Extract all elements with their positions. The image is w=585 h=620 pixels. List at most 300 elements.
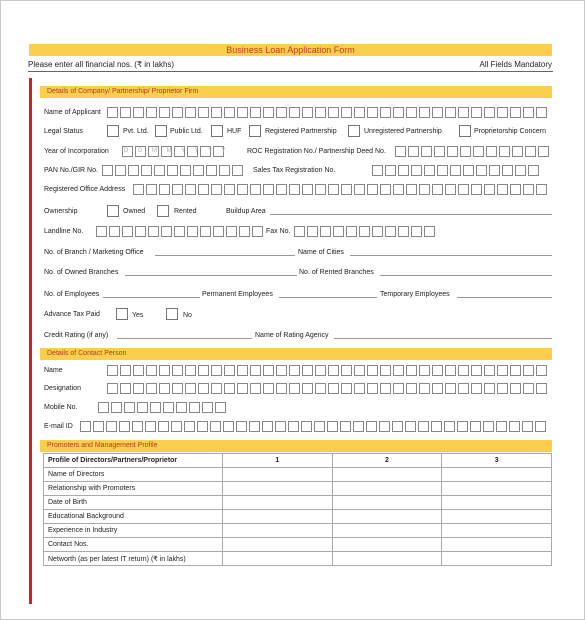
- entry-box[interactable]: [141, 165, 152, 176]
- roc-boxes[interactable]: [395, 146, 551, 157]
- checkbox-huf[interactable]: [211, 125, 223, 137]
- entry-box[interactable]: [497, 184, 508, 195]
- table-cell[interactable]: [442, 482, 552, 496]
- entry-box[interactable]: [419, 107, 430, 118]
- entry-box[interactable]: [289, 107, 300, 118]
- entry-box[interactable]: [167, 165, 178, 176]
- row-label: Experience in Industry: [44, 524, 223, 538]
- table-cell[interactable]: [223, 552, 333, 566]
- entry-box[interactable]: [174, 226, 185, 237]
- entry-box[interactable]: [419, 184, 430, 195]
- entry-box[interactable]: [483, 421, 494, 432]
- entry-box[interactable]: [133, 184, 144, 195]
- entry-box[interactable]: [206, 165, 217, 176]
- entry-box[interactable]: [133, 365, 144, 376]
- entry-box[interactable]: [421, 146, 432, 157]
- entry-box[interactable]: [393, 383, 404, 394]
- entry-box[interactable]: [476, 165, 487, 176]
- table-row: [44, 538, 552, 552]
- entry-box[interactable]: [80, 421, 91, 432]
- entry-box[interactable]: [471, 365, 482, 376]
- entry-box[interactable]: [120, 365, 131, 376]
- entry-box[interactable]: [471, 184, 482, 195]
- entry-box[interactable]: [198, 365, 209, 376]
- entry-box[interactable]: [510, 383, 521, 394]
- entry-box[interactable]: [328, 107, 339, 118]
- entry-box[interactable]: [294, 226, 305, 237]
- entry-box[interactable]: [535, 421, 546, 432]
- entry-box[interactable]: [276, 365, 287, 376]
- entry-box[interactable]: [484, 107, 495, 118]
- entry-box[interactable]: [444, 421, 455, 432]
- entry-box[interactable]: [315, 383, 326, 394]
- fax-boxes[interactable]: [294, 226, 437, 237]
- entry-box[interactable]: [458, 184, 469, 195]
- buildup-line[interactable]: [270, 214, 552, 215]
- entry-box[interactable]: [385, 226, 396, 237]
- checkbox-yes[interactable]: [116, 308, 128, 320]
- entry-box[interactable]: [276, 184, 287, 195]
- entry-box[interactable]: [137, 402, 148, 413]
- entry-box[interactable]: [185, 107, 196, 118]
- entry-box[interactable]: [372, 226, 383, 237]
- table-cell[interactable]: [442, 552, 552, 566]
- entry-box[interactable]: [211, 184, 222, 195]
- checkbox-proprietorship[interactable]: [459, 125, 471, 137]
- entry-box[interactable]: [202, 402, 213, 413]
- branches-line[interactable]: [155, 255, 295, 256]
- entry-box[interactable]: [359, 226, 370, 237]
- entry-box[interactable]: [163, 402, 174, 413]
- entry-box[interactable]: [102, 165, 113, 176]
- entry-box[interactable]: [172, 365, 183, 376]
- entry-box[interactable]: [198, 383, 209, 394]
- entry-box[interactable]: [211, 383, 222, 394]
- entry-box[interactable]: [263, 383, 274, 394]
- entry-box[interactable]: [146, 383, 157, 394]
- entry-box[interactable]: [301, 421, 312, 432]
- entry-box[interactable]: [484, 365, 495, 376]
- entry-box[interactable]: [353, 421, 364, 432]
- entry-box[interactable]: [447, 146, 458, 157]
- row-label: Educational Background: [44, 510, 223, 524]
- entry-box[interactable]: [172, 383, 183, 394]
- entry-box[interactable]: [276, 383, 287, 394]
- checkbox-public-ltd[interactable]: [155, 125, 167, 137]
- entry-box[interactable]: [133, 383, 144, 394]
- entry-box[interactable]: [215, 402, 226, 413]
- entry-box[interactable]: [263, 184, 274, 195]
- entry-box[interactable]: [458, 107, 469, 118]
- entry-box[interactable]: [496, 421, 507, 432]
- entry-box[interactable]: [135, 226, 146, 237]
- entry-box[interactable]: [523, 365, 534, 376]
- entry-box[interactable]: [463, 165, 474, 176]
- entry-box[interactable]: [172, 184, 183, 195]
- table-cell[interactable]: [223, 510, 333, 524]
- temporary-line[interactable]: [457, 297, 552, 298]
- entry-box[interactable]: [159, 365, 170, 376]
- entry-box[interactable]: [380, 107, 391, 118]
- entry-box[interactable]: [180, 165, 191, 176]
- entry-box[interactable]: [314, 421, 325, 432]
- entry-box[interactable]: [432, 107, 443, 118]
- entry-box[interactable]: [437, 165, 448, 176]
- entry-box[interactable]: [302, 365, 313, 376]
- entry-box[interactable]: [341, 365, 352, 376]
- entry-box[interactable]: [249, 421, 260, 432]
- entry-box[interactable]: [497, 383, 508, 394]
- entry-box[interactable]: [392, 421, 403, 432]
- entry-box[interactable]: [146, 184, 157, 195]
- entry-box[interactable]: [484, 383, 495, 394]
- entry-box[interactable]: [432, 365, 443, 376]
- entry-box[interactable]: [185, 184, 196, 195]
- entry-box[interactable]: [107, 383, 118, 394]
- entry-box[interactable]: [418, 421, 429, 432]
- table-cell[interactable]: [332, 510, 442, 524]
- entry-box[interactable]: [366, 421, 377, 432]
- entry-box[interactable]: [523, 184, 534, 195]
- entry-box[interactable]: [367, 107, 378, 118]
- email-boxes[interactable]: [80, 421, 548, 432]
- entry-box[interactable]: [341, 383, 352, 394]
- table-cell[interactable]: [332, 538, 442, 552]
- entry-box[interactable]: [211, 365, 222, 376]
- checkbox-pvt-ltd[interactable]: [107, 125, 119, 137]
- sales-tax-boxes[interactable]: [372, 165, 541, 176]
- table-cell[interactable]: [223, 496, 333, 510]
- entry-box[interactable]: [124, 402, 135, 413]
- entry-box[interactable]: [497, 365, 508, 376]
- entry-box[interactable]: [250, 184, 261, 195]
- entry-box[interactable]: [445, 383, 456, 394]
- entry-box[interactable]: [159, 107, 170, 118]
- entry-box[interactable]: [431, 421, 442, 432]
- table-cell[interactable]: [332, 524, 442, 538]
- entry-box[interactable]: [197, 421, 208, 432]
- entry-box[interactable]: [98, 402, 109, 413]
- checkbox-no[interactable]: [166, 308, 178, 320]
- entry-box[interactable]: [289, 184, 300, 195]
- label-reg-office: Registered Office Address: [44, 186, 126, 193]
- table-cell[interactable]: [332, 482, 442, 496]
- entry-box[interactable]: [224, 365, 235, 376]
- entry-box[interactable]: [385, 165, 396, 176]
- entry-box[interactable]: [250, 383, 261, 394]
- entry-box[interactable]: [354, 365, 365, 376]
- entry-box[interactable]: [328, 365, 339, 376]
- entry-box[interactable]: [237, 107, 248, 118]
- entry-box[interactable]: [457, 421, 468, 432]
- entry-box[interactable]: [393, 184, 404, 195]
- entry-box[interactable]: [172, 107, 183, 118]
- entry-box[interactable]: [515, 165, 526, 176]
- entry-box[interactable]: [263, 365, 274, 376]
- entry-box[interactable]: [276, 107, 287, 118]
- entry-box[interactable]: [146, 365, 157, 376]
- entry-box[interactable]: [307, 226, 318, 237]
- table-cell[interactable]: [442, 510, 552, 524]
- entry-box[interactable]: [333, 226, 344, 237]
- entry-box[interactable]: [315, 365, 326, 376]
- entry-box[interactable]: [458, 383, 469, 394]
- entry-box[interactable]: [473, 146, 484, 157]
- entry-box[interactable]: [471, 107, 482, 118]
- contact-name-boxes[interactable]: [107, 365, 549, 376]
- entry-box[interactable]: [154, 165, 165, 176]
- entry-box[interactable]: [159, 184, 170, 195]
- employees-line[interactable]: [103, 297, 200, 298]
- mobile-boxes[interactable]: [98, 402, 228, 413]
- entry-box[interactable]: [288, 421, 299, 432]
- entry-box[interactable]: [198, 184, 209, 195]
- entry-box[interactable]: [327, 421, 338, 432]
- entry-box[interactable]: [510, 365, 521, 376]
- entry-box[interactable]: [252, 226, 263, 237]
- entry-box[interactable]: [122, 226, 133, 237]
- entry-box[interactable]: [187, 226, 198, 237]
- entry-box[interactable]: [107, 365, 118, 376]
- entry-box[interactable]: [236, 421, 247, 432]
- entry-box[interactable]: [411, 226, 422, 237]
- entry-box[interactable]: [320, 226, 331, 237]
- entry-box[interactable]: [471, 383, 482, 394]
- designation-boxes[interactable]: [107, 383, 549, 394]
- entry-box[interactable]: [354, 184, 365, 195]
- pan-boxes[interactable]: [102, 165, 245, 176]
- entry-box[interactable]: [340, 421, 351, 432]
- entry-box[interactable]: [486, 146, 497, 157]
- entry-box[interactable]: [302, 184, 313, 195]
- entry-box[interactable]: [224, 184, 235, 195]
- table-cell[interactable]: [223, 538, 333, 552]
- entry-box[interactable]: [132, 421, 143, 432]
- entry-box[interactable]: [536, 184, 547, 195]
- entry-box[interactable]: [263, 107, 274, 118]
- entry-box[interactable]: [408, 146, 419, 157]
- entry-box[interactable]: [523, 107, 534, 118]
- entry-box[interactable]: [367, 365, 378, 376]
- checkbox-rented[interactable]: [157, 205, 169, 217]
- entry-box[interactable]: [185, 365, 196, 376]
- entry-box[interactable]: [424, 165, 435, 176]
- entry-box[interactable]: [328, 184, 339, 195]
- entry-box[interactable]: [528, 165, 539, 176]
- entry-box[interactable]: [133, 107, 144, 118]
- entry-box[interactable]: [510, 107, 521, 118]
- entry-box[interactable]: [224, 383, 235, 394]
- entry-box[interactable]: [171, 421, 182, 432]
- entry-box[interactable]: [484, 184, 495, 195]
- entry-box[interactable]: [237, 365, 248, 376]
- entry-box[interactable]: [184, 421, 195, 432]
- entry-box[interactable]: [328, 383, 339, 394]
- entry-box[interactable]: [432, 184, 443, 195]
- financial-note: Please enter all financial nos. (₹ in lakhs): [28, 60, 175, 69]
- entry-box[interactable]: [445, 365, 456, 376]
- entry-box[interactable]: [315, 184, 326, 195]
- entry-box[interactable]: [536, 107, 547, 118]
- entry-box[interactable]: [302, 383, 313, 394]
- entry-box[interactable]: [346, 226, 357, 237]
- table-cell[interactable]: [442, 496, 552, 510]
- entry-box[interactable]: [232, 165, 243, 176]
- entry-box[interactable]: [380, 184, 391, 195]
- entry-box[interactable]: [510, 184, 521, 195]
- landline-boxes[interactable]: [96, 226, 265, 237]
- entry-box[interactable]: [450, 165, 461, 176]
- entry-box[interactable]: [237, 184, 248, 195]
- entry-box[interactable]: [219, 165, 230, 176]
- entry-box[interactable]: [93, 421, 104, 432]
- entry-box[interactable]: [502, 165, 513, 176]
- entry-box[interactable]: [120, 383, 131, 394]
- entry-box[interactable]: [445, 107, 456, 118]
- option-proprietorship: Proprietorship Concern: [474, 128, 546, 135]
- applicant-name-boxes[interactable]: [107, 107, 549, 118]
- entry-box[interactable]: [411, 165, 422, 176]
- table-cell[interactable]: [223, 482, 333, 496]
- entry-box[interactable]: [432, 383, 443, 394]
- entry-box[interactable]: [198, 107, 209, 118]
- entry-box[interactable]: [354, 107, 365, 118]
- entry-box[interactable]: [148, 226, 159, 237]
- entry-box[interactable]: [522, 421, 533, 432]
- entry-box[interactable]: [458, 365, 469, 376]
- entry-box[interactable]: [275, 421, 286, 432]
- table-cell[interactable]: [442, 468, 552, 482]
- entry-box[interactable]: [115, 165, 126, 176]
- reg-office-boxes[interactable]: [133, 184, 549, 195]
- entry-box[interactable]: [523, 383, 534, 394]
- entry-box[interactable]: [393, 107, 404, 118]
- entry-box[interactable]: [176, 402, 187, 413]
- entry-box[interactable]: [96, 226, 107, 237]
- cities-line[interactable]: [350, 255, 552, 256]
- entry-box[interactable]: [367, 184, 378, 195]
- entry-box[interactable]: [120, 107, 131, 118]
- entry-box[interactable]: [289, 383, 300, 394]
- entry-box[interactable]: [497, 107, 508, 118]
- entry-box[interactable]: [185, 383, 196, 394]
- entry-box[interactable]: [406, 107, 417, 118]
- table-cell[interactable]: [223, 524, 333, 538]
- entry-box[interactable]: [223, 421, 234, 432]
- entry-box[interactable]: [250, 365, 261, 376]
- entry-box[interactable]: [445, 184, 456, 195]
- entry-box[interactable]: [354, 383, 365, 394]
- table-cell[interactable]: [332, 468, 442, 482]
- entry-box[interactable]: [395, 146, 406, 157]
- entry-box[interactable]: [489, 165, 500, 176]
- entry-box[interactable]: [379, 421, 390, 432]
- table-cell[interactable]: [332, 496, 442, 510]
- entry-box[interactable]: [398, 226, 409, 237]
- checkbox-registered-partnership[interactable]: [249, 125, 261, 137]
- entry-box[interactable]: [211, 107, 222, 118]
- entry-box[interactable]: [424, 226, 435, 237]
- entry-box[interactable]: [406, 184, 417, 195]
- entry-box[interactable]: [107, 107, 118, 118]
- entry-box[interactable]: [341, 184, 352, 195]
- entry-box[interactable]: [434, 146, 445, 157]
- mandatory-note: All Fields Mandatory: [479, 60, 552, 69]
- entry-box[interactable]: [512, 146, 523, 157]
- entry-box[interactable]: [159, 383, 170, 394]
- entry-box[interactable]: [193, 165, 204, 176]
- entry-box[interactable]: [460, 146, 471, 157]
- table-cell[interactable]: [223, 468, 333, 482]
- entry-box[interactable]: [239, 226, 250, 237]
- entry-box[interactable]: [380, 365, 391, 376]
- table-cell[interactable]: [332, 552, 442, 566]
- entry-box[interactable]: [538, 146, 549, 157]
- entry-box[interactable]: [226, 226, 237, 237]
- permanent-line[interactable]: [279, 297, 377, 298]
- entry-box[interactable]: [189, 402, 200, 413]
- entry-box[interactable]: [419, 383, 430, 394]
- entry-box[interactable]: [210, 421, 221, 432]
- entry-box[interactable]: [262, 421, 273, 432]
- entry-box[interactable]: [406, 365, 417, 376]
- entry-box[interactable]: [341, 107, 352, 118]
- entry-box[interactable]: [509, 421, 520, 432]
- entry-box[interactable]: [525, 146, 536, 157]
- checkbox-owned[interactable]: [107, 205, 119, 217]
- entry-box[interactable]: [315, 107, 326, 118]
- entry-box[interactable]: [119, 421, 130, 432]
- entry-box[interactable]: [111, 402, 122, 413]
- entry-box[interactable]: [106, 421, 117, 432]
- entry-box[interactable]: [128, 165, 139, 176]
- entry-box[interactable]: [393, 365, 404, 376]
- entry-box[interactable]: [289, 365, 300, 376]
- entry-box[interactable]: [224, 107, 235, 118]
- entry-box[interactable]: [419, 365, 430, 376]
- entry-box[interactable]: [406, 383, 417, 394]
- entry-box[interactable]: [499, 146, 510, 157]
- entry-box[interactable]: [200, 226, 211, 237]
- entry-box[interactable]: [470, 421, 481, 432]
- entry-box[interactable]: [398, 165, 409, 176]
- entry-box[interactable]: [536, 383, 547, 394]
- entry-box[interactable]: [213, 226, 224, 237]
- rented-branches-line[interactable]: [380, 275, 552, 276]
- entry-box[interactable]: [302, 107, 313, 118]
- entry-box[interactable]: [145, 421, 156, 432]
- entry-box[interactable]: [150, 402, 161, 413]
- entry-box[interactable]: [372, 165, 383, 176]
- entry-box[interactable]: [536, 365, 547, 376]
- entry-box[interactable]: [158, 421, 169, 432]
- owned-branches-line[interactable]: [125, 275, 297, 276]
- checkbox-unregistered-partnership[interactable]: [348, 125, 360, 137]
- header-col-3: 3: [442, 454, 552, 468]
- entry-box[interactable]: [161, 226, 172, 237]
- table-cell[interactable]: [442, 538, 552, 552]
- entry-box[interactable]: [237, 383, 248, 394]
- entry-box[interactable]: [146, 107, 157, 118]
- table-cell[interactable]: [442, 524, 552, 538]
- entry-box[interactable]: [250, 107, 261, 118]
- entry-box[interactable]: [405, 421, 416, 432]
- credit-rating-line[interactable]: [117, 338, 252, 339]
- entry-box[interactable]: [380, 383, 391, 394]
- entry-box[interactable]: [109, 226, 120, 237]
- entry-box[interactable]: [367, 383, 378, 394]
- rating-agency-line[interactable]: [334, 338, 552, 339]
